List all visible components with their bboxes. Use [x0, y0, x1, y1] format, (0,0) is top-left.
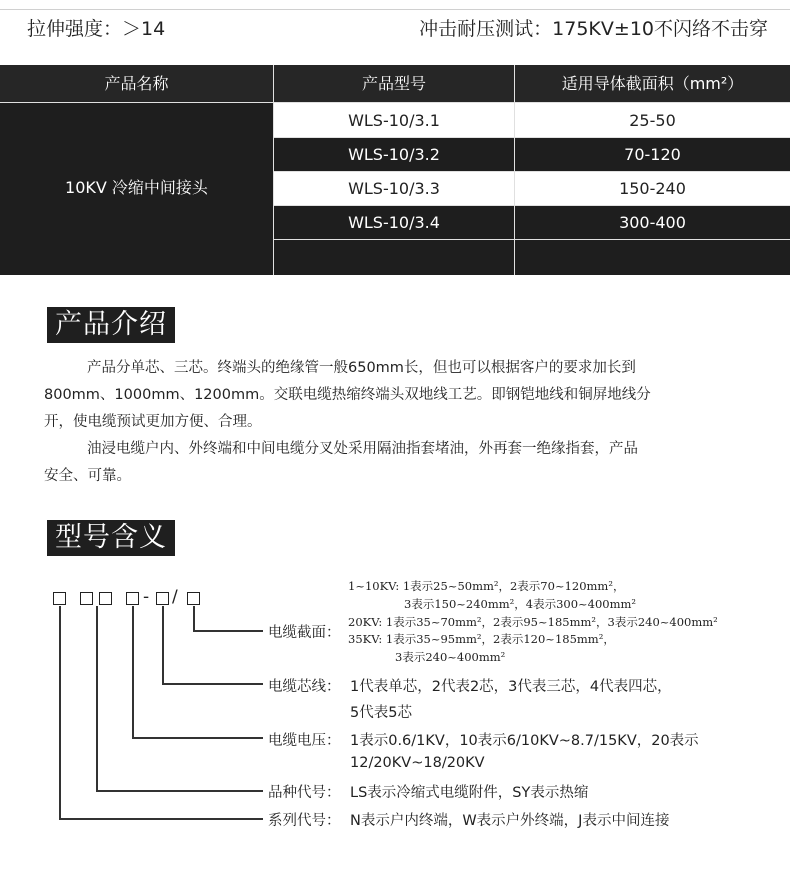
table-hline	[274, 171, 790, 172]
intro-line: 安全、可靠。	[44, 468, 131, 484]
voltage-code-box	[126, 592, 139, 605]
connector-line	[96, 790, 263, 792]
table-vline	[273, 65, 274, 275]
tensile-strength-spec: 拉伸强度：＞14	[27, 18, 166, 40]
cross-section-desc: 35KV: 1表示35~95mm²，2表示120~185mm²，	[348, 632, 615, 646]
connector-line	[132, 737, 263, 739]
intro-line: 油浸电缆户内、外终端和中间电缆分叉处采用隔油指套堵油，外再套一绝缘指套，产品	[87, 441, 638, 457]
cross-section-code-box	[187, 592, 200, 605]
connector-line	[59, 818, 263, 820]
cores-label: 电缆芯线：	[268, 679, 341, 695]
cores-desc: 1代表单芯，2代表2芯，3代表三芯，4代表四芯，	[350, 679, 672, 695]
table-row-model: WLS-10/3.2	[348, 145, 440, 164]
product-table	[0, 65, 790, 275]
series-desc: N表示户内终端，W表示户外终端，J表示中间连接	[350, 813, 670, 829]
connector-line	[96, 606, 98, 791]
table-row-model: WLS-10/3.1	[348, 111, 440, 130]
intro-line: 产品分单芯、三芯。终端头的绝缘管一般650mm长，但也可以根据客户的要求加长到	[87, 360, 636, 376]
intro-paragraph	[44, 355, 744, 490]
cross-section-desc: 3表示240~400mm²	[395, 650, 506, 664]
table-header-model: 产品型号	[274, 65, 514, 102]
intro-section-title: 产品介绍	[47, 307, 175, 343]
connector-line	[162, 683, 263, 685]
voltage-desc: 1表示0.6/1KV，10表示6/10KV~8.7/15KV，20表示	[350, 733, 699, 749]
table-row-area: 150-240	[619, 179, 686, 198]
connector-line	[193, 630, 263, 632]
connector-line	[162, 606, 164, 684]
variety-label: 品种代号：	[268, 785, 341, 801]
series-code-box	[53, 592, 66, 605]
variety-desc: LS表示冷缩式电缆附件，SY表示热缩	[350, 785, 589, 801]
intro-line: 开，使电缆预试更加方便、合理。	[44, 414, 262, 430]
top-divider	[0, 0, 790, 10]
voltage-label: 电缆电压：	[268, 733, 341, 749]
table-row-model: WLS-10/3.4	[348, 213, 440, 232]
table-header-area: 适用导体截面积（mm²）	[515, 65, 790, 102]
cross-section-label: 电缆截面：	[268, 625, 341, 641]
table-product-name: 10KV 冷缩中间接头	[65, 178, 208, 197]
intro-line: 800mm、1000mm、1200mm。交联电缆热缩终端头双地线工艺。即钢铠地线和铜屏地线分	[44, 387, 651, 403]
slash-separator: /	[172, 587, 178, 607]
impulse-voltage-spec: 冲击耐压测试：175KV±10不闪络不击穿	[419, 18, 768, 40]
series-label: 系列代号：	[268, 813, 341, 829]
table-hline	[274, 205, 790, 206]
table-row-area: 70-120	[624, 145, 681, 164]
table-hline	[274, 239, 790, 240]
cross-section-desc: 20KV: 1表示35~70mm²，2表示95~185mm²，3表示240~400mm²	[348, 615, 718, 629]
table-header-name: 产品名称	[0, 65, 273, 102]
model-meaning-section-title: 型号含义	[47, 520, 175, 556]
variety-code-box	[99, 592, 112, 605]
table-hline	[274, 137, 790, 138]
cores-desc: 5代表5芯	[350, 705, 412, 721]
table-vline	[514, 65, 515, 275]
connector-line	[132, 606, 134, 738]
table-row-model: WLS-10/3.3	[348, 179, 440, 198]
cores-code-box	[156, 592, 169, 605]
connector-line	[59, 606, 61, 819]
dash-separator: -	[143, 587, 150, 607]
table-row-area: 25-50	[629, 111, 676, 130]
variety-code-box	[80, 592, 93, 605]
table-row-area: 300-400	[619, 213, 686, 232]
cross-section-desc: 3表示150~240mm²，4表示300~400mm²	[404, 597, 637, 611]
cross-section-desc: 1~10KV: 1表示25~50mm²，2表示70~120mm²，	[348, 579, 625, 593]
connector-line	[193, 606, 195, 631]
voltage-desc: 12/20KV~18/20KV	[350, 755, 485, 771]
